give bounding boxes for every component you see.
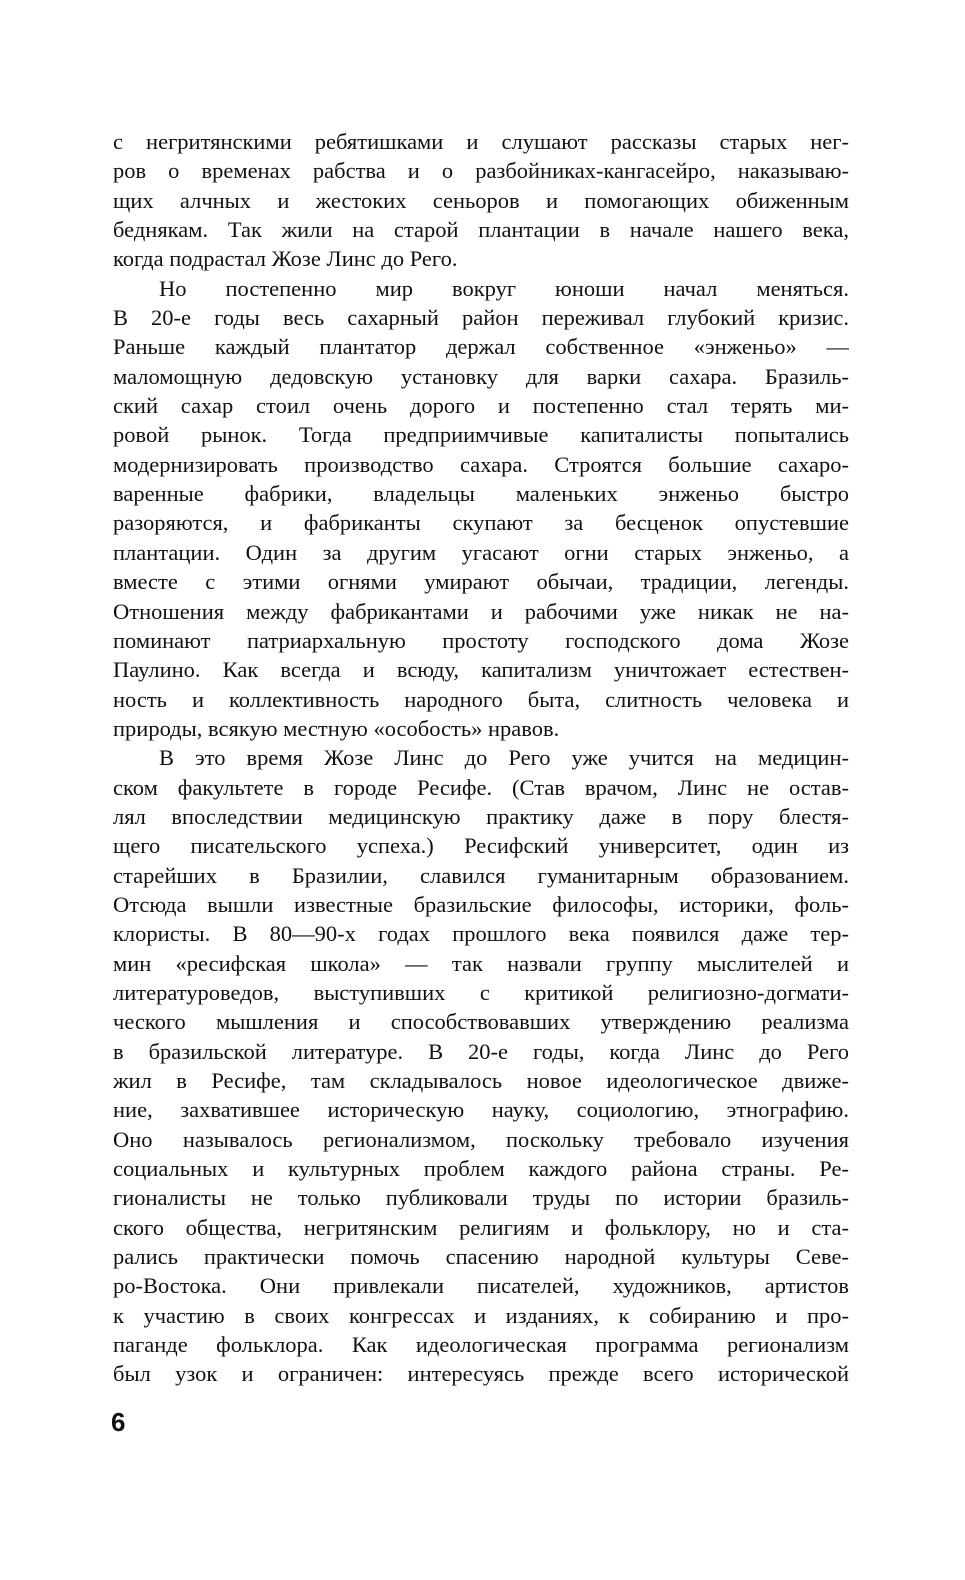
text-line: природы, всякую местную «особость» нравов. — [113, 715, 560, 741]
text-line: жил в Ресифе, там складывалось новое идеологическое движе- — [113, 1068, 849, 1093]
text-line: щего писательского успеха.) Ресифский университет, один из — [113, 833, 849, 859]
text-line: Паулино. Как всегда и всюду, капитализм уничтожает естествен- — [113, 657, 849, 683]
body-text — [113, 127, 849, 1389]
text-line: Раньше каждый плантатор держал собственное «энженьо» — — [113, 334, 849, 360]
text-line: ровой рынок. Тогда предприимчивые капиталисты попытались — [113, 422, 849, 448]
text-line: рались практически помочь спасению народной культуры Севе- — [113, 1244, 849, 1270]
text-line: Отсюда вышли известные бразильские философы, историки, фоль- — [113, 891, 849, 917]
text-line: мин «ресифская школа» — так назвали группу мыслителей и — [113, 950, 849, 976]
text-line: варенные фабрики, владельцы маленьких энженьо быстро — [113, 481, 849, 507]
text-line: вместе с этими огнями умирают обычаи, традиции, легенды. — [113, 569, 849, 595]
text-line: плантации. Один за другим угасают огни старых энженьо, а — [113, 539, 849, 565]
text-line: когда подрастал Жозе Линс до Рего. — [113, 246, 458, 272]
text-line: был узок и ограничен: интересуясь прежде всего исторической — [113, 1361, 849, 1387]
text-line: Отношения между фабрикантами и рабочими уже никак не на- — [113, 598, 849, 624]
text-line: паганде фольклора. Как идеологическая программа регионализм — [113, 1332, 849, 1358]
text-line: социальных и культурных проблем каждого района страны. Ре- — [113, 1156, 849, 1182]
text-line: Оно называлось регионализмом, поскольку требовало изучения — [113, 1126, 849, 1152]
text-line: маломощную дедовскую установку для варки сахара. Бразиль- — [113, 363, 849, 389]
text-line: ро-Востока. Они привлекали писателей, художников, артистов — [113, 1273, 849, 1299]
text-line: ском факультете в городе Ресифе. (Став врачом, Линс не остав- — [113, 774, 849, 800]
text-line: ческого мышления и способствовавших утверждению реализма — [113, 1009, 849, 1035]
page-number: 6 — [111, 1407, 126, 1437]
text-line: к участию в своих конгрессах и изданиях, к собиранию и про- — [113, 1302, 849, 1328]
text-line: литературоведов, выступивших с критикой религиозно-догмати- — [113, 979, 849, 1005]
text-line: ров о временах рабства и о разбойниках-кангасейро, наказываю- — [113, 158, 849, 184]
text-line: ский сахар стоил очень дорого и постепенно стал терять ми- — [113, 393, 849, 419]
text-line: В 20-е годы весь сахарный район переживал глубокий кризис. — [113, 305, 849, 331]
paragraph-2 — [113, 274, 849, 744]
text-line: ского общества, негритянским религиям и фольклору, но и ста- — [113, 1214, 849, 1240]
text-line: разоряются, и фабриканты скупают за бесценок опустевшие — [113, 510, 849, 536]
text-line: в бразильской литературе. В 20-е годы, когда Линс до Рего — [113, 1038, 849, 1064]
text-line: модернизировать производство сахара. Строятся большие сахаро- — [113, 451, 849, 477]
paragraph-1 — [113, 127, 849, 274]
text-line: В это время Жозе Линс до Рего уже учится на медицин- — [159, 745, 849, 771]
text-line: ность и коллективность народного быта, слитность человека и — [113, 686, 849, 712]
text-line: клористы. В 80—90-х годах прошлого века появился даже тер- — [113, 921, 849, 947]
text-line: ние, захватившее историческую науку, социологию, этнографию. — [113, 1097, 849, 1123]
text-line: старейших в Бразилии, славился гуманитарным образованием. — [113, 862, 849, 888]
text-line: поминают патриархальную простоту господского дома Жозе — [113, 627, 849, 653]
text-line: гионалисты не только публиковали труды по истории бразиль- — [113, 1185, 849, 1211]
text-line: лял впоследствии медицинскую практику даже в пору блестя- — [113, 803, 849, 829]
text-line: беднякам. Так жили на старой плантации в начале нашего века, — [113, 217, 849, 243]
text-line: щих алчных и жестоких сеньоров и помогающих обиженным — [113, 187, 849, 213]
text-line: Но постепенно мир вокруг юноши начал меняться. — [159, 275, 849, 301]
text-line: с негритянскими ребятишками и слушают рассказы старых нег- — [113, 129, 849, 154]
paragraph-3 — [113, 743, 849, 1389]
